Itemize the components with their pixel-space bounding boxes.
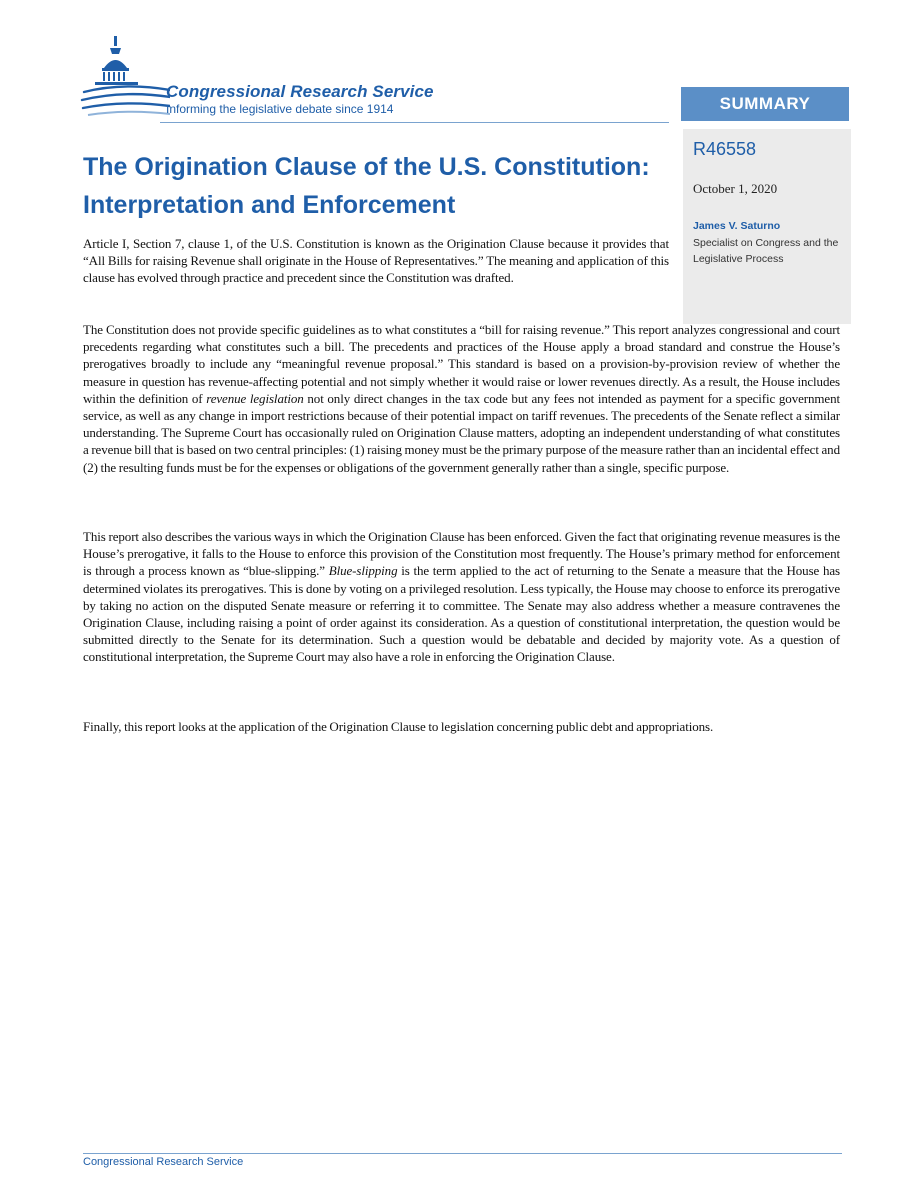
summary-tab: SUMMARY <box>681 87 849 121</box>
footer-divider <box>83 1153 842 1154</box>
summary-paragraph-3 <box>83 528 840 666</box>
paragraph-2-part-a: The Constitution does not provide specific guidelines as to what constitutes a “bill for raising revenue.” This report analyzes congressional and court precedents regarding what constitutes such a bill. The precedents and practices of the House apply a broad standard and construe the House’s prerogatives broadly to include any “meaningful revenue proposal.” This standard is based on a provision-by-provision review of whether the measure in question has revenue-affecting potential and not simply whether it would raise or lower revenues directly. As a result, the House includes within the definition of <box>83 322 840 406</box>
paragraph-3-part-a: This report also describes the various ways in which the Origination Clause has been enforced. Given the fact that originating revenue measures is the House’s prerogative, it falls to the House to enforce this provision of the Constitution most frequently. The House’s primary method for enforcement is through a process known as “blue-slipping.” <box>83 529 840 579</box>
crs-capitol-dome-logo-icon <box>80 34 170 120</box>
report-date: October 1, 2020 <box>693 181 778 196</box>
report-number: R46558 <box>693 139 757 159</box>
crs-logo-name: Congressional Research Service <box>166 82 434 101</box>
author-title: Specialist on Congress and the Legislative Process <box>693 237 839 265</box>
paragraph-3-part-b: is the term applied to the act of returning to the Senate a measure that the House has determined violates its prerogatives. This is done by voting on a privileged resolution. Less typically, the House may choose to enforce its prerogative by taking no action on the disputed Senate measure or referring it to committee. The Senate may also address whether a measure contravenes the Origination Clause, including raising a point of order against its consideration. As a question of constitutional interpretation, the question would be submitted directly to the Senate for its determination. Such a question would be debatable and decided by majority vote. As a question of constitutional interpretation, the Supreme Court may also have a role in enforcing the Origination Clause. <box>83 563 840 665</box>
summary-paragraph-4: Finally, this report looks at the application of the Origination Clause to legislation concerning public debt and appropriations. <box>83 719 714 734</box>
emphasis-blue-slipping: Blue-slipping <box>328 563 398 579</box>
paragraph-2-part-b: not only direct changes in the tax code but any fees not intended as payment for a specific government service, as well as any change in import restrictions because of their potential impact on tariff revenues. The precedents of the Senate reflect a similar understanding. The Supreme Court has occasionally ruled on Origination Clause matters, adopting an independent understanding of what constitutes a revenue bill that is based on two central principles: (1) raising money must be the primary purpose of the measure rather than an incidental effect and (2) the resulting funds must be for the expenses or obligations of the government generally rather than a single, specific purpose. <box>83 390 840 475</box>
emphasis-revenue-legislation: revenue legislation <box>206 390 304 406</box>
report-info-panel <box>683 129 851 324</box>
author-name: James V. Saturno <box>693 220 781 232</box>
summary-paragraph-2 <box>83 321 840 476</box>
crs-logo-tagline: Informing the legislative debate since 1914 <box>166 102 394 116</box>
footer-org-name: Congressional Research Service <box>83 1156 244 1168</box>
document-title: The Origination Clause of the U.S. Constitution: Interpretation and Enforcement <box>83 153 650 219</box>
header-divider <box>160 122 669 123</box>
summary-paragraph-1: Article I, Section 7, clause 1, of the U.S. Constitution is known as the Origination Clause because it provides that “All Bills for raising Revenue shall originate in the House of Representatives.” The meaning and application of this clause has evolved through practice and precedent since the Constitution was drafted. <box>83 236 669 286</box>
